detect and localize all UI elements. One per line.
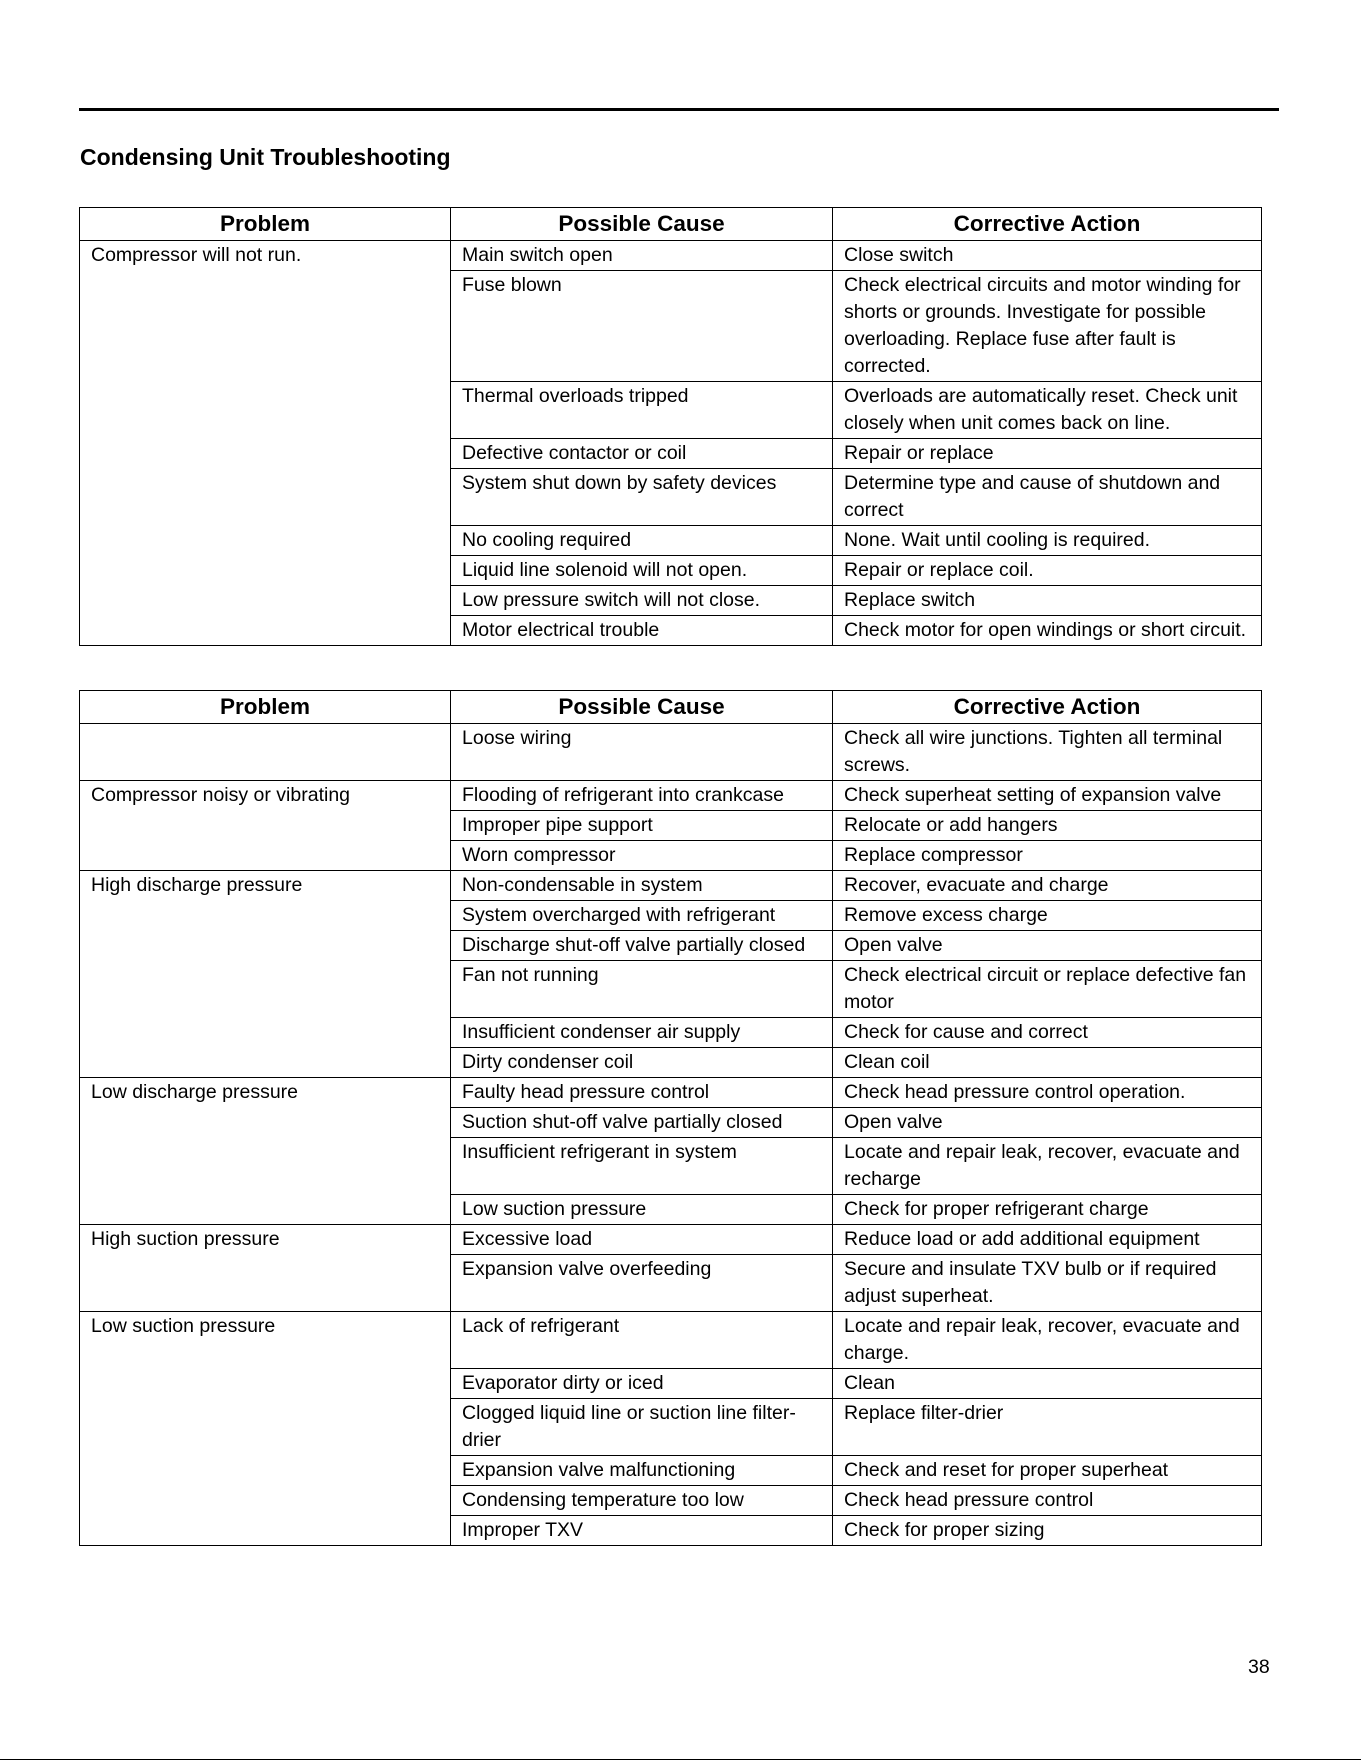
corrective-action-cell: Relocate or add hangers — [833, 811, 1262, 841]
possible-cause-cell: Insufficient refrigerant in system — [451, 1138, 833, 1195]
header-corrective-action: Corrective Action — [833, 208, 1262, 241]
possible-cause-cell: Discharge shut-off valve partially closed — [451, 931, 833, 961]
corrective-action-cell: Determine type and cause of shutdown and correct — [833, 469, 1262, 526]
possible-cause-cell: Fuse blown — [451, 271, 833, 382]
header-possible-cause: Possible Cause — [451, 208, 833, 241]
footer-rule — [0, 1759, 1361, 1760]
possible-cause-cell: Improper TXV — [451, 1516, 833, 1546]
table-row — [80, 871, 1262, 901]
possible-cause-cell: Expansion valve malfunctioning — [451, 1456, 833, 1486]
table-row — [80, 1225, 1262, 1255]
header-problem: Problem — [80, 208, 451, 241]
problem-cell: High discharge pressure — [80, 871, 451, 1078]
corrective-action-cell: Reduce load or add additional equipment — [833, 1225, 1262, 1255]
corrective-action-cell: Recover, evacuate and charge — [833, 871, 1262, 901]
corrective-action-cell: Check head pressure control — [833, 1486, 1262, 1516]
possible-cause-cell: Non-condensable in system — [451, 871, 833, 901]
corrective-action-cell: Remove excess charge — [833, 901, 1262, 931]
possible-cause-cell: Worn compressor — [451, 841, 833, 871]
corrective-action-cell: Open valve — [833, 1108, 1262, 1138]
table-row — [80, 1078, 1262, 1108]
header-possible-cause: Possible Cause — [451, 691, 833, 724]
table-row — [80, 1312, 1262, 1369]
corrective-action-cell: Repair or replace coil. — [833, 556, 1262, 586]
table-header-row — [80, 691, 1262, 724]
possible-cause-cell: Condensing temperature too low — [451, 1486, 833, 1516]
possible-cause-cell: Fan not running — [451, 961, 833, 1018]
problem-cell: Compressor will not run. — [80, 241, 451, 646]
problem-cell: Low discharge pressure — [80, 1078, 451, 1225]
possible-cause-cell: Insufficient condenser air supply — [451, 1018, 833, 1048]
troubleshooting-table-2 — [79, 690, 1262, 1546]
possible-cause-cell: Faulty head pressure control — [451, 1078, 833, 1108]
corrective-action-cell: Locate and repair leak, recover, evacuate and charge. — [833, 1312, 1262, 1369]
corrective-action-cell: Clean — [833, 1369, 1262, 1399]
corrective-action-cell: Check electrical circuit or replace defective fan motor — [833, 961, 1262, 1018]
table-header-row — [80, 208, 1262, 241]
corrective-action-cell: Check for cause and correct — [833, 1018, 1262, 1048]
problem-cell: High suction pressure — [80, 1225, 451, 1312]
corrective-action-cell: Clean coil — [833, 1048, 1262, 1078]
corrective-action-cell: Overloads are automatically reset. Check unit closely when unit comes back on line. — [833, 382, 1262, 439]
possible-cause-cell: Liquid line solenoid will not open. — [451, 556, 833, 586]
table-row — [80, 781, 1262, 811]
possible-cause-cell: Improper pipe support — [451, 811, 833, 841]
problem-cell: Low suction pressure — [80, 1312, 451, 1546]
page-title: Condensing Unit Troubleshooting — [80, 144, 451, 170]
page-number: 38 — [1248, 1656, 1270, 1678]
corrective-action-cell: Close switch — [833, 241, 1262, 271]
corrective-action-cell: Check motor for open windings or short circuit. — [833, 616, 1262, 646]
corrective-action-cell: Check superheat setting of expansion valve — [833, 781, 1262, 811]
corrective-action-cell: Check head pressure control operation. — [833, 1078, 1262, 1108]
possible-cause-cell: System shut down by safety devices — [451, 469, 833, 526]
possible-cause-cell: Excessive load — [451, 1225, 833, 1255]
header-rule — [79, 108, 1279, 111]
table-row — [80, 724, 1262, 781]
corrective-action-cell: Secure and insulate TXV bulb or if required adjust superheat. — [833, 1255, 1262, 1312]
possible-cause-cell: Defective contactor or coil — [451, 439, 833, 469]
corrective-action-cell: Check and reset for proper superheat — [833, 1456, 1262, 1486]
possible-cause-cell: Thermal overloads tripped — [451, 382, 833, 439]
possible-cause-cell: Low suction pressure — [451, 1195, 833, 1225]
header-corrective-action: Corrective Action — [833, 691, 1262, 724]
possible-cause-cell: Evaporator dirty or iced — [451, 1369, 833, 1399]
possible-cause-cell: Expansion valve overfeeding — [451, 1255, 833, 1312]
possible-cause-cell: System overcharged with refrigerant — [451, 901, 833, 931]
possible-cause-cell: Main switch open — [451, 241, 833, 271]
corrective-action-cell: Repair or replace — [833, 439, 1262, 469]
corrective-action-cell: Replace compressor — [833, 841, 1262, 871]
possible-cause-cell: No cooling required — [451, 526, 833, 556]
possible-cause-cell: Loose wiring — [451, 724, 833, 781]
corrective-action-cell: Check for proper refrigerant charge — [833, 1195, 1262, 1225]
possible-cause-cell: Lack of refrigerant — [451, 1312, 833, 1369]
possible-cause-cell: Suction shut-off valve partially closed — [451, 1108, 833, 1138]
possible-cause-cell: Clogged liquid line or suction line filter-drier — [451, 1399, 833, 1456]
problem-cell — [80, 724, 451, 781]
possible-cause-cell: Low pressure switch will not close. — [451, 586, 833, 616]
corrective-action-cell: Open valve — [833, 931, 1262, 961]
possible-cause-cell: Flooding of refrigerant into crankcase — [451, 781, 833, 811]
corrective-action-cell: Check electrical circuits and motor winding for shorts or grounds. Investigate for possible overloading. Replace fuse after fault is corrected. — [833, 271, 1262, 382]
corrective-action-cell: Check all wire junctions. Tighten all terminal screws. — [833, 724, 1262, 781]
table-row — [80, 241, 1262, 271]
troubleshooting-table-1 — [79, 207, 1262, 646]
corrective-action-cell: Replace switch — [833, 586, 1262, 616]
possible-cause-cell: Dirty condenser coil — [451, 1048, 833, 1078]
header-problem: Problem — [80, 691, 451, 724]
problem-cell: Compressor noisy or vibrating — [80, 781, 451, 871]
possible-cause-cell: Motor electrical trouble — [451, 616, 833, 646]
corrective-action-cell: Replace filter-drier — [833, 1399, 1262, 1456]
corrective-action-cell: Check for proper sizing — [833, 1516, 1262, 1546]
corrective-action-cell: None. Wait until cooling is required. — [833, 526, 1262, 556]
corrective-action-cell: Locate and repair leak, recover, evacuate and recharge — [833, 1138, 1262, 1195]
